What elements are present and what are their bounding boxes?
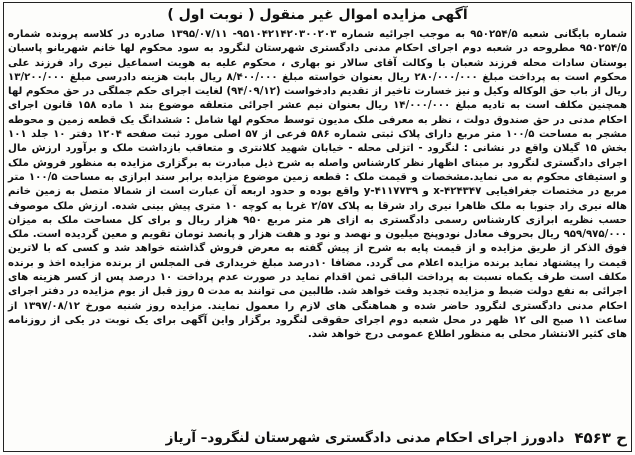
notice-reference-code: ح ۴۵۶۳ (574, 429, 627, 447)
notice-footer (6, 427, 627, 449)
notice-body (8, 28, 627, 343)
notice-title: آگهی مزایده اموال غیر منقول ( نوبت اول ) (167, 7, 468, 23)
issuing-office: دادورز اجرای احکام مدنی دادگستری شهرستان لنگرود– آریاز (165, 430, 565, 446)
notice-body-paragraph: شماره بایگانی شعبه ۹۵۰۲۵۴/۵ به موجب اجرائیه شماره ۹۵۱۰۴۲۱۴۲۰۳۰۰۲۰۳- ۱۳۹۵/۰۷/۱۱ صادره در کلاسه پرونده شماره ۹۵۰۲۵۴/۵ مطروحه در شعبه دوم اجرای احکام مدنی دادگستری شهرستان لنگرود به سود محکوم لها خانم شهربانو پاسبان بوستان سادات محله فرزند شعبان با وکالت آقای سالار نو بهاری ، محکوم علیه به هویت اسماعیل نیری راد فرزند علی محکوم است به پرداخت مبلغ ۲۸۰/۰۰۰/۰۰۰ ریال بعنوان خواسته مبلغ ۸/۴۰۰/۰۰۰ ریال بابت هزینه دادرسی مبلغ ۱۳/۲۰۰/۰۰۰ ریال از باب حق الوکاله وکیل و نیز خسارت تاخیر از تقدیم دادخواست (۹۴/۰۹/۱۲) لغایت اجرای حکم جملگی در حق محکوم لها همچنین مکلف است به تادیه مبلغ ۱۴/۰۰۰/۰۰۰ ریال بعنوان نیم عشر اجرائی متعلقه موضوع بند ۱ ماده ۱۵۸ قانون اجرای احکام مدنی در حق صندوق دولت ، نظر به معرفی ملک مدیون توسط محکوم لها شامل : ششدانگ یک قطعه زمین و محوطه مشجر به مساحت ۱۰۰/۵ متر مربع دارای پلاک ثبتی شماره ۵۸۶ فرعی از ۵۷ اصلی مورد ثبت صفحه ۱۲۰۴ دفتر ۱۰ جلد ۱۰۱ بخش ۱۵ گیلان واقع در نشانی : لنگرود - اتزلی محله - خیابان شهید کلانتری و متعاقب بازداشت ملک و برآورد ارزش مال اجرای دادگستری لنگرود بر مبنای اظهار نظر کارشناس واصله به شرح ذیل مبادرت به برگزاری مزایده به منظور فروش ملک و استیفای محکوم به می نماید.مشخصات و قیمت ملک : قطعه زمین موضوع مزایده برابر سند ابرازی به مساحت ۱۰۰/۵ متر مربع در مختصات جغرافیایی x-۴۲۴۳۴۷ و y-۴۱۱۷۷۳۹ واقع بوده و حدود اربعه آن عبارت است از شمالا متصل به زمین خانم هاله نیری راد جنوبا به ملک ظاهرا نیری راد شرقا به پلاک ۲/۵۷ غربا به کوچه ۱۰ متری پیش بینی شده. ارزش ملک موصوف حسب نظریه ابرازی کارشناس رسمی دادگستری به ازای هر متر مربع ۹۵۰ هزار ریال و برای کل مساحت ملک به میزان ۹۵۹/۹۷۵/۰۰۰ ریال بحروف معادل نودوپنج میلیون و نهصد و نود و هفت هزار و پانصد تومان تقویم و معین گردیده است. ملک فوق الذکر از طریق مزایده و از قیمت پایه به شرح از پیش گفته به معرض فروش گذاشته خواهد شد و کسی که با لاترین قیمت را پیشنهاد نماید برنده مزایده اعلام می گردد. مضافا ۱۰درصد مبلغ خریداری فی المجلس از برنده مزایده اخذ و برنده مکلف است طرف یکماه نسبت به پرداخت الباقی ثمن اقدام نماید در صورت عدم پرداخت ۱۰ درصد پس از کسر هزینه های اجرائی به نفع دولت ضبط و مزایده تجدید وقت خواهد شد. طالبین می توانند به مدت ۵ روز قبل از یوم مزایده در دفتر اجرای احکام مدنی دادگستری لنگرود حاضر شده و هماهنگی های لازم را معمول نمایند. مزایده روز شنبه مورخ ۱۳۹۷/۰۸/۱۲ از ساعت ۱۱ صبح الی ۱۲ ظهر در محل شعبه دوم اجرای حقوقی لنگرود برگزار واین آگهی برای یک نوبت در یکی از روزنامه های کثیر الانتشار محلی به منظور اطلاع عمومی درج خواهد شد. (8, 29, 628, 341)
